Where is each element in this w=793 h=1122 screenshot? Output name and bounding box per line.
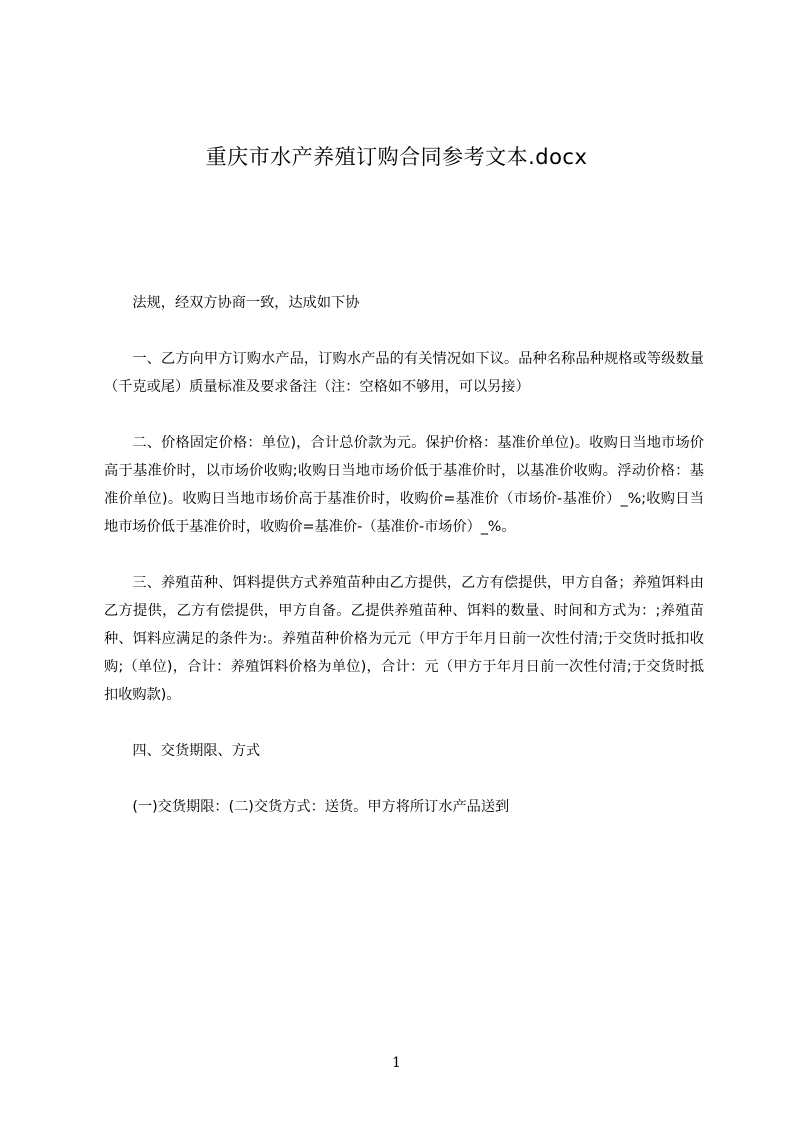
paragraph-section-1: 一、乙方向甲方订购水产品，订购水产品的有关情况如下议。品种名称品种规格或等级数量（千克或尾）质量标准及要求备注（注：空格如不够用，可以另接） (104, 351, 704, 395)
page-number: 1 (392, 1055, 401, 1071)
document-body (104, 289, 704, 849)
paragraph-section-4-heading: 四、交货期限、方式 (132, 743, 261, 759)
paragraph-section-2: 二、价格固定价格：单位)，合计总价款为元。保护价格：基准价单位)。收购日当地市场价高于基准价时，以市场价收购;收购日当地市场价低于基准价时，以基准价收购。浮动价格：基准价单位)。收购日当地市场价高于基准价时，收购价=基准价（市场价-基准价）_%;收购日当地市场价低于基准价时，收购价=基准价-（基准价-市场价）_%。 (104, 435, 704, 535)
paragraph-section-3: 三、养殖苗种、饵料提供方式养殖苗种由乙方提供，乙方有偿提供，甲方自备；养殖饵料由乙方提供，乙方有偿提供，甲方自备。乙提供养殖苗种、饵料的数量、时间和方式为：;养殖苗种、饵料应满足的条件为:。养殖苗种价格为元元（甲方于年月日前一次性付清;于交货时抵扣收购;（单位)，合计：养殖饵料价格为单位)，合计：元（甲方于年月日前一次性付清;于交货时抵扣收购款)。 (104, 575, 704, 703)
paragraph-section-4-content: (一)交货期限：(二)交货方式：送货。甲方将所订水产品送到 (132, 799, 510, 815)
document-title: 重庆市水产养殖订购合同参考文本.docx (205, 145, 588, 169)
paragraph-intro: 法规，经双方协商一致，达成如下协 (132, 295, 360, 311)
